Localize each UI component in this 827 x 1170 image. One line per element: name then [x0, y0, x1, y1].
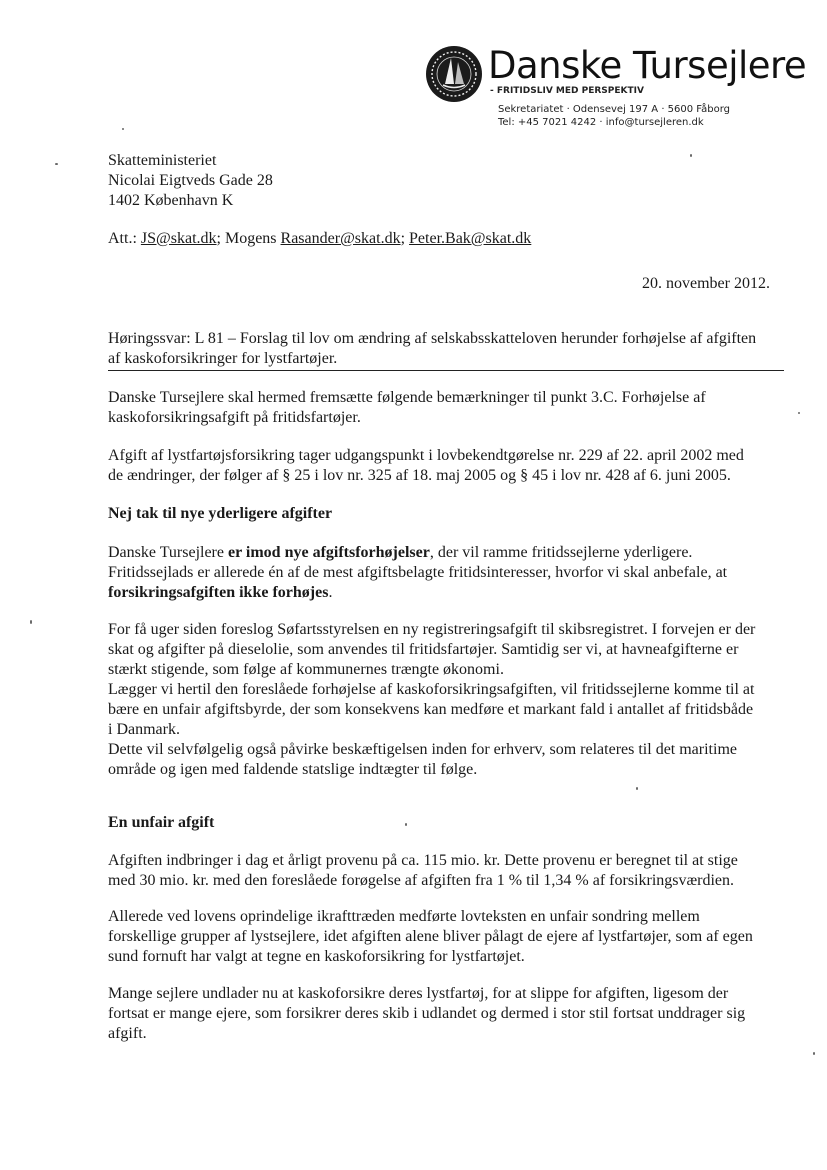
scan-speck	[636, 787, 638, 790]
letter-date: 20. november 2012.	[642, 275, 770, 292]
text-run: Danske Tursejlere	[108, 544, 228, 561]
paragraph-line: område og igen med faldende statslige indtægter til følge.	[108, 761, 478, 778]
scan-speck	[405, 823, 407, 826]
att-separator: ; Mogens	[216, 230, 281, 247]
paragraph-line: sund fornuft har valgt at tegne en kaskoforsikring for lystfartøjet.	[108, 948, 525, 965]
section-heading-no-new-taxes: Nej tak til nye yderligere afgifter	[108, 505, 333, 522]
scan-speck	[30, 620, 32, 624]
paragraph-line: bære en unfair afgiftsbyrde, der som konsekvens kan medføre et markant fald i antallet af fritidsbåde	[108, 701, 754, 718]
org-name: Danske Tursejlere	[488, 44, 807, 87]
bold-text: er imod nye afgiftsforhøjelser	[227, 544, 430, 561]
scan-speck	[55, 163, 58, 165]
recipient-city: 1402 København K	[108, 192, 234, 209]
paragraph-intro	[108, 388, 706, 428]
paragraph-legal-basis	[108, 446, 744, 486]
paragraph-unfair-distinction	[108, 907, 753, 967]
paragraph-line: forskellige grupper af lystsejlere, idet afgiften alene bliver pålagt de ejere af lystfartøjer, som af egen	[108, 928, 753, 945]
paragraph-line: skat og afgifter på dieselolie, som anvendes til fritidsfartøjer. Samtidig ser vi, at havneafgifterne er	[108, 641, 739, 658]
email-link-rasander[interactable]: Rasander@skat.dk	[280, 230, 401, 247]
scan-speck	[690, 154, 692, 157]
section-heading-unfair-tax: En unfair afgift	[108, 814, 215, 831]
paragraph-line: fortsat er mange ejere, som forsikrer deres skib i udlandet og dermed i stor stil fortsat unddrager sig	[108, 1005, 746, 1022]
contact-phone-email: Tel: +45 7021 4242 · info@tursejleren.dk	[498, 117, 704, 128]
att-prefix: Att.:	[108, 230, 141, 247]
paragraph-line	[108, 583, 727, 603]
scan-speck	[813, 1052, 815, 1055]
paragraph-line: Danske Tursejlere skal hermed fremsætte følgende bemærkninger til punkt 3.C. Forhøjelse af	[108, 389, 706, 406]
paragraph-line: Afgiften indbringer i dag et årligt provenu på ca. 115 mio. kr. Dette provenu er beregnet til at stige	[108, 852, 738, 869]
paragraph-line: afgift.	[108, 1025, 147, 1042]
paragraph-line: Allerede ved lovens oprindelige ikrafttræden medførte lovteksten en unfair sondring mellem	[108, 908, 700, 925]
paragraph-line: Dette vil selvfølgelig også påvirke beskæftigelsen inden for erhverv, som relateres til det maritime	[108, 741, 737, 758]
scan-speck	[122, 128, 124, 130]
email-link-js[interactable]: JS@skat.dk	[140, 230, 217, 247]
email-link-peter-bak[interactable]: Peter.Bak@skat.dk	[409, 230, 532, 247]
paragraph-line: Mange sejlere undlader nu at kaskoforsikre deres lystfartøj, for at slippe for afgiften, ligesom der	[108, 985, 729, 1002]
paragraph-line: Afgift af lystfartøjsforsikring tager udgangspunkt i lovbekendtgørelse nr. 229 af 22. april 2002 med	[108, 447, 744, 464]
paragraph-line: stærkt stigende, som følge af kommunernes trængte økonomi.	[108, 661, 504, 678]
paragraph-opposition	[108, 543, 727, 603]
paragraph-line	[108, 543, 727, 563]
recipient-street: Nicolai Eigtveds Gade 28	[108, 172, 273, 189]
compass-rose-logo-icon	[424, 44, 484, 104]
subject-line-2: af kaskoforsikringer for lystfartøjer.	[108, 350, 338, 367]
org-tagline: - FRITIDSLIV MED PERSPEKTIV	[490, 86, 644, 96]
paragraph-line: kaskoforsikringsafgift på fritidsfartøjer.	[108, 409, 361, 426]
paragraph-avoidance	[108, 984, 745, 1044]
contact-address: Sekretariatet · Odensevej 197 A · 5600 Fåborg	[498, 104, 731, 115]
paragraph-line: de ændringer, der følger af § 25 i lov nr. 325 af 18. maj 2005 og § 45 i lov nr. 428 af 6. juni 2005.	[108, 467, 731, 484]
bold-text: forsikringsafgiften ikke forhøjes	[108, 584, 329, 601]
text-run: .	[328, 584, 333, 601]
paragraph-existing-fees	[108, 620, 755, 780]
paragraph-line: med 30 mio. kr. med den foreslåede forøgelse af afgiften fra 1 % til 1,34 % af forsikringsværdien.	[108, 872, 735, 889]
scan-speck	[798, 412, 800, 414]
att-separator: ;	[400, 230, 410, 247]
attention-line	[108, 229, 531, 249]
subject-divider	[108, 370, 784, 371]
text-run: , der vil ramme fritidssejlerne yderligere.	[429, 544, 693, 561]
paragraph-line: i Danmark.	[108, 721, 180, 738]
recipient-name: Skatteministeriet	[108, 152, 217, 169]
paragraph-revenue	[108, 851, 738, 891]
recipient-address	[108, 151, 273, 211]
subject-line-1: Høringssvar: L 81 – Forslag til lov om ændring af selskabsskatteloven herunder forhøjelse af afgiften	[108, 330, 757, 347]
paragraph-line: Fritidssejlads er allerede én af de mest afgiftsbelagte fritidsinteresser, hvorfor vi skal anbefale, at	[108, 564, 728, 581]
subject-line	[108, 329, 756, 369]
paragraph-line: Lægger vi hertil den foreslåede forhøjelse af kaskoforsikringsafgiften, vil fritidssejlerne komme til at	[108, 681, 755, 698]
paragraph-line: For få uger siden foreslog Søfartsstyrelsen en ny registreringsafgift til skibsregistret. I forvejen er der	[108, 621, 756, 638]
